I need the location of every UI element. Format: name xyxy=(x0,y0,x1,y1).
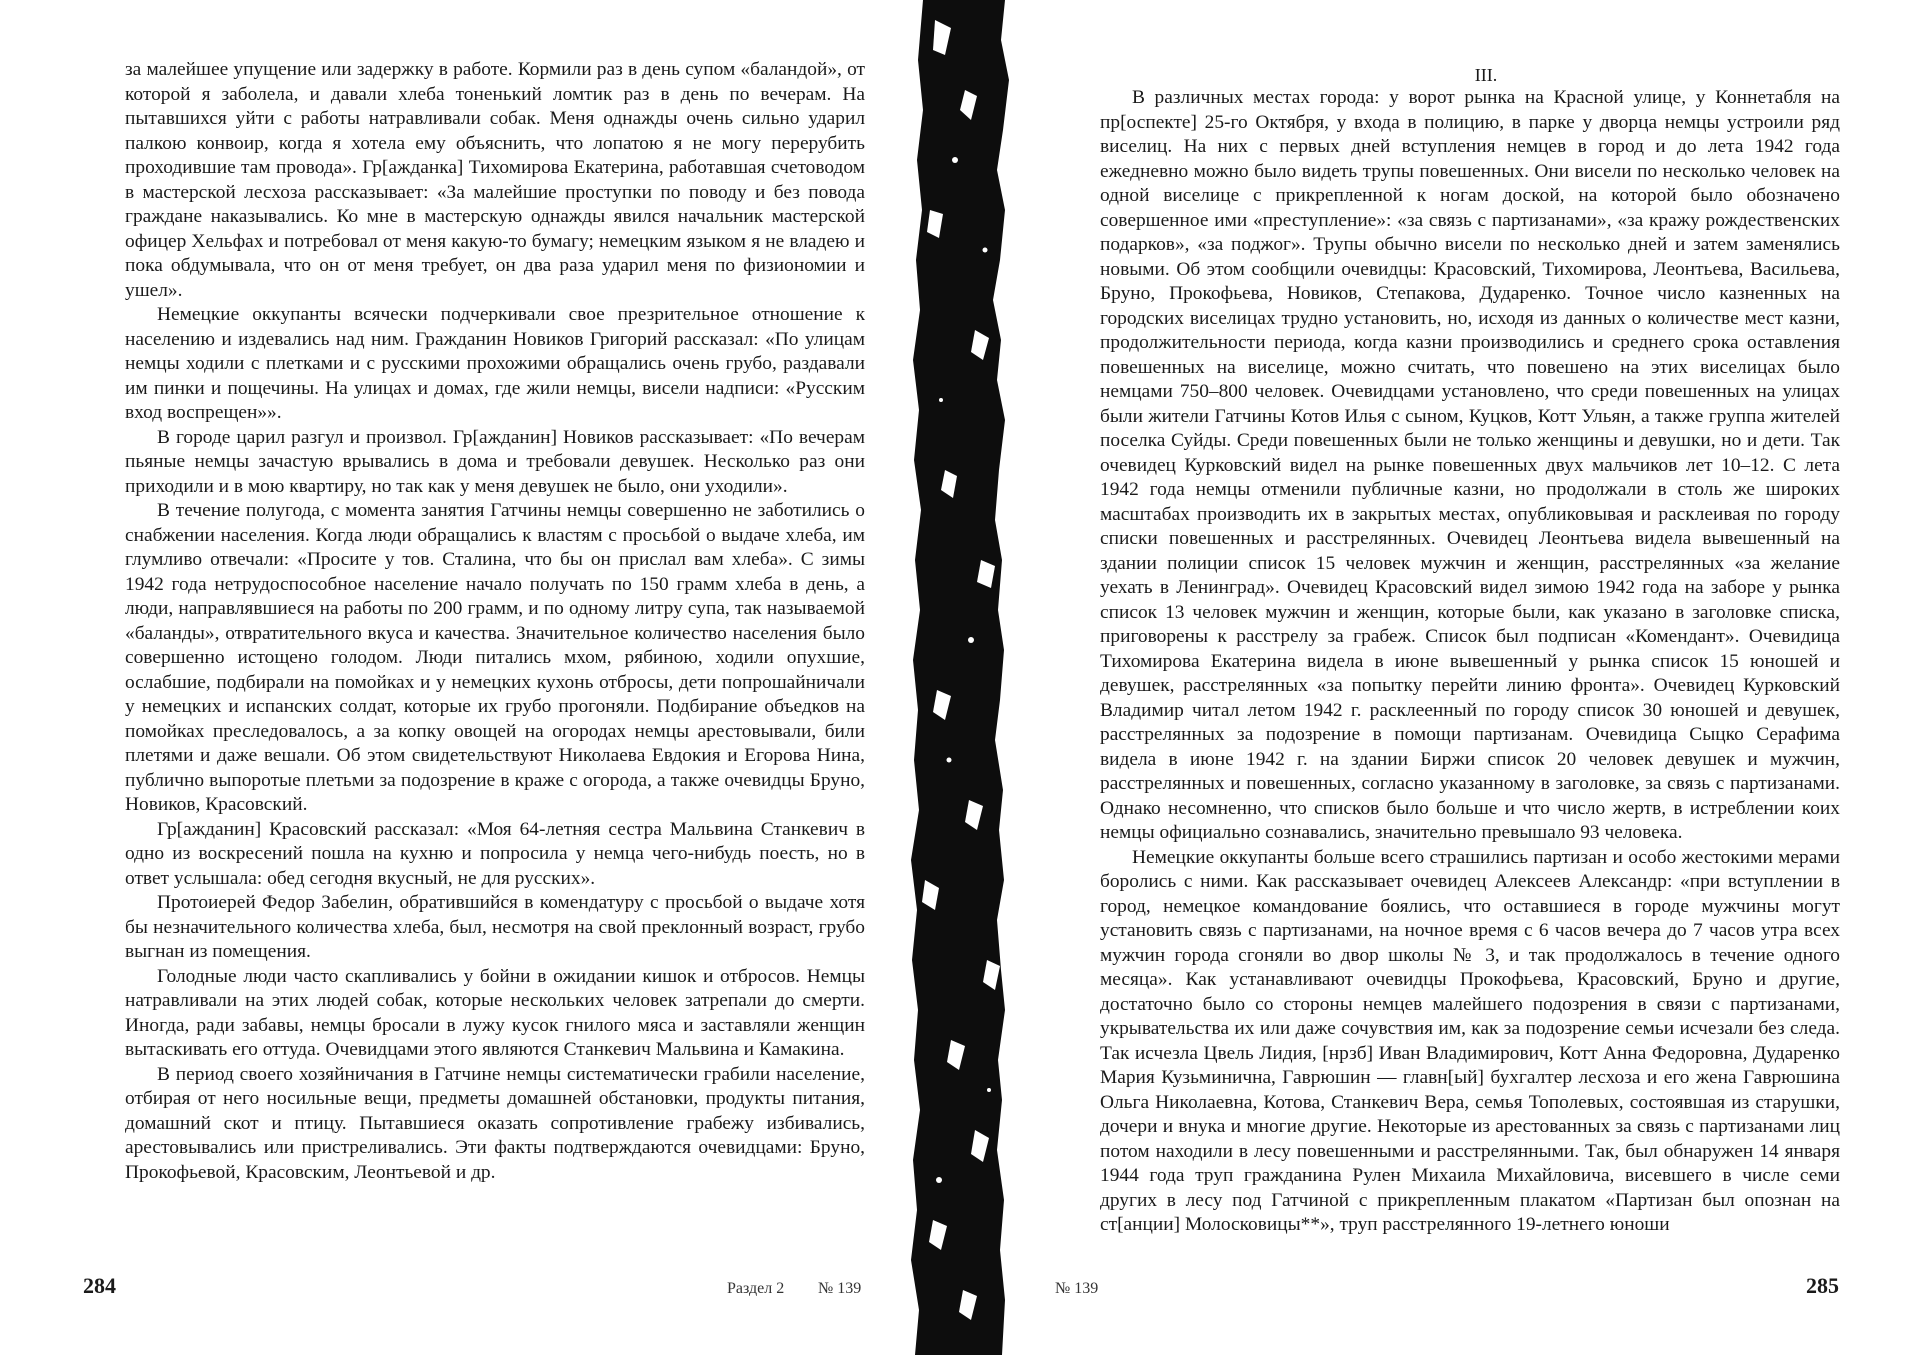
paragraph: за малейшее упущение или задержку в работе. Кормили раз в день супом «баландой», от которой я заболела, и давали хлеба тоненький ломтик раз в день по вечерам. На пытавшихся уйти с работы натравливали собак. Меня однажды очень сильно ударил палкою конвоир, когда я хотела ему объяснить, что лопатою я не могу перерубить проходившие там провода». Гр[ажданка] Тихомирова Екатерина, работавшая счетоводом в мастерской лесхоза рассказывает: «За малейшие проступки по поводу и без повода граждане наказывались. Ко мне в мастерскую однажды явился начальник мастерской офицер Хельфах и потребовал от меня какую-то бумагу; немецким языком я не владею и пока обдумывала, что он от меня требует, он два раза ударил меня по физиономии и ушел». xyxy=(125,59,865,301)
right-page xyxy=(1010,0,1920,1355)
page-number: 285 xyxy=(1806,1273,1839,1298)
page-number: 284 xyxy=(83,1273,116,1298)
paragraph: Немецкие оккупанты больше всего страшились партизан и особо жестокими мерами боролись с ними. Как рассказывает очевидец Алексеев Александр: «при вступлении в город, немецкое командование боялись, что оставшиеся в городе мужчины могут установить связь с партизанами, на ночное время с 6 часов вечера до 7 часов утра всех мужчин города сгоняли во двор школы № 3, и так продолжалось в течение одного месяца». Как устанавливают очевидцы Прокофьева, Красовский, Бруно и другие, достаточно было со стороны немцев малейшего подозрения в связи с партизанами, укрывательства их или даже сочувствия им, как за подозрение семьи исчезали без следа. Так исчезла Цвель Лидия, [нрзб] Иван Владимирович, Котт Анна Федоровна, Дударенко Мария Кузьминична, Гаврюшин — главн[ый] бухгалтер лесхоза и его жена Гаврюшина Ольга Николаевна, Котова, Станкевич Вера, семья Тополевых, состоявшая из старушки, дочери и внука и многие другие. Некоторые из арестованных за связь с партизанами лиц потом находили в лесу повешенными и расстрелянными. Так, был обнаружен 14 января 1944 года труп гражданина Рулен Михаила Михайловича, висевшего в числе семи других в лесу под Гатчиной с прикрепленным плакатом «Партизан был опознан на ст[анции] Молосковицы**», труп расстрелянного 19-летнего юноши xyxy=(1100,846,1840,1235)
paragraph: В течение полугода, с момента занятия Гатчины немцы совершенно не заботились о снабжении населения. Когда люди обращались к властям с просьбой о выдаче хлеба, им глумливо отвечали: «Просите у тов. Сталина, что бы он прислал вам хлеба». С зимы 1942 года нетрудоспособное население начало получать по 150 грамм хлеба в день, а люди, направлявшиеся на работы по 200 грамм, и по одному литру супа, так называемой «баланды», отвратительного вкуса и качества. Значительное количество населения было совершенно истощено голодом. Люди питались мхом, рябиною, ходили опухшие, ослабшие, подбирали на помойках и у немецких кухонь отбросы, дети попрошайничали у немецких и испанских солдат, которые их грубо прогоняли. Подбирание объедков на помойках преследовалось, а за копку овощей на огородах немцы арестовывали, били плетями и даже вешали. Об этом свидетельствуют Николаева Евдокия и Егорова Нина, публично выпоротые плетьми за подозрение в краже с огорода, а также очевидцы Бруно, Новиков, Красовский. xyxy=(125,500,865,815)
paragraph: В городе царил разгул и произвол. Гр[ажданин] Новиков рассказывает: «По вечерам пьяные немцы зачастую врывались в дома и требовали девушек. Несколько раз они приходили и в мою квартиру, но так как у меня девушек не было, они уходили». xyxy=(125,426,865,497)
paragraph: Голодные люди часто скапливались у бойни в ожидании кишок и отбросов. Немцы натравливали на этих людей собак, которые нескольких человек затрепали до смерти. Иногда, ради забавы, немцы бросали в лужу кусок гнилого мяса и заставляли женщин вытаскивать его оттуда. Очевидцами этого являются Станкевич Мальвина и Камакина. xyxy=(125,965,865,1060)
paragraph: В различных местах города: у ворот рынка на Красной улице, у Коннетабля на пр[оспекте] 25-го Октября, у входа в полицию, в парке у дворца немцы устроили ряд виселиц. На них с первых дней вступления немцев в город и до лета 1942 года ежедневно можно было видеть трупы повешенных. Они висели по несколько человек на одной виселице с прикрепленной к ногам доской, на которой было обозначено совершенное ими «преступление»: «за связь с партизанами», «за кражу рождественских подарков», «за поджог». Трупы обычно висели по несколько дней и затем заменялись новыми. Об этом сообщили очевидцы: Красовский, Тихомирова, Леонтьева, Васильева, Бруно, Прокофьева, Новиков, Степакова, Дударенко. Точное число казненных на городских виселицах трудно установить, но, исходя из данных о количестве мест казни, продолжительности периода, когда казни производились и среднего срока оставления повешенных на виселице, можно считать, что повешено на этих виселицах было немцами 750–800 человек. Очевидцами установлено, что среди повешенных на улицах были жители Гатчины Котов Илья с сыном, Куцков, Котт Ульян, а также группа жителей поселка Суйды. Среди повешенных были не только женщины и девушки, но и дети. Так очевидец Курковский видел на рынке повешенных двух мальчиков лет 10–12. С лета 1942 года немцы отменили публичные казни, но продолжали в столь же широких масштабах производить их в закрытых местах, опубликовывая и расклеивая по городу списки повешенных и расстрелянных. Очевидец Леонтьева видела вывешенный на здании полиции список 15 человек мужчин и женщин, расстрелянных «за желание уехать в Ленинград». Очевидец Красовский видел зимою 1942 года на заборе у рынка список 13 человек мужчин и женщин, которые были, как указано в заголовке списка, приговорены к расстрелу за грабеж. Список был подписан «Комендант». Очевидица Тихомирова Екатерина видела в июне вывешенный у рынка список 15 юношей и девушек, расстрелянных «за попытку перейти линию фронта». Очевидец Курковский Владимир читал летом 1942 г. расклеенный по городу список 30 юношей и девушек, расстрелянных за подозрение в помощи партизанам. Очевидица Сыцко Серафима видела в июне 1942 г. на здании Биржи список 20 человек девушек и мужчин, расстрелянных и повешенных, согласно указанному в заголовке, за связь с партизанами. Однако несомненно, что списков было больше и что число жертв, в истреблении коих немцы официально сознавались, значительно превышало 93 человека. xyxy=(1100,87,1840,843)
section-numeral: III. xyxy=(1474,65,1498,85)
gutter-shadow-graphic xyxy=(905,0,1015,1355)
left-text-column xyxy=(125,58,865,1185)
gutter-scan-shadow xyxy=(905,0,1015,1355)
document-number: № 139 xyxy=(818,1280,862,1297)
paragraph: Немецкие оккупанты всячески подчеркивали свое презрительное отношение к населению и издевались над ним. Гражданин Новиков Григорий рассказал: «По улицам немцы ходили с плетками и с русскими прохожими обращались очень грубо, раздавали им пинки и пощечины. На улицах и домах, где жили немцы, висели надписи: «Русским вход воспрещен»». xyxy=(125,304,865,423)
paragraph: Гр[ажданин] Красовский рассказал: «Моя 64-летняя сестра Мальвина Станкевич в одно из воскресений пошла на кухню и попросила у немца чего-нибудь поесть, но в ответ услышала: обед сегодня вкусный, не для русских». xyxy=(125,818,865,889)
document-number: № 139 xyxy=(1055,1280,1099,1297)
paragraph: Протоиерей Федор Забелин, обратившийся в комендатуру с просьбой о выдаче хотя бы незначительного количества хлеба, был, несмотря на свой преклонный возраст, грубо выгнан из помещения. xyxy=(125,892,865,962)
right-text-column xyxy=(1100,64,1840,1238)
section-label: Раздел 2 xyxy=(727,1280,785,1297)
paragraph: В период своего хозяйничания в Гатчине немцы систематически грабили население, отбирая от него носильные вещи, предметы домашней обстановки, продукты питания, домашний скот и птицу. Пытавшиеся оказать сопротивление грабежу избивались, арестовывались или пристреливались. Эти факты подтверждаются очевидцами: Бруно, Прокофьевой, Красовским, Леонтьевой и др. xyxy=(125,1063,865,1183)
left-page xyxy=(0,0,910,1355)
